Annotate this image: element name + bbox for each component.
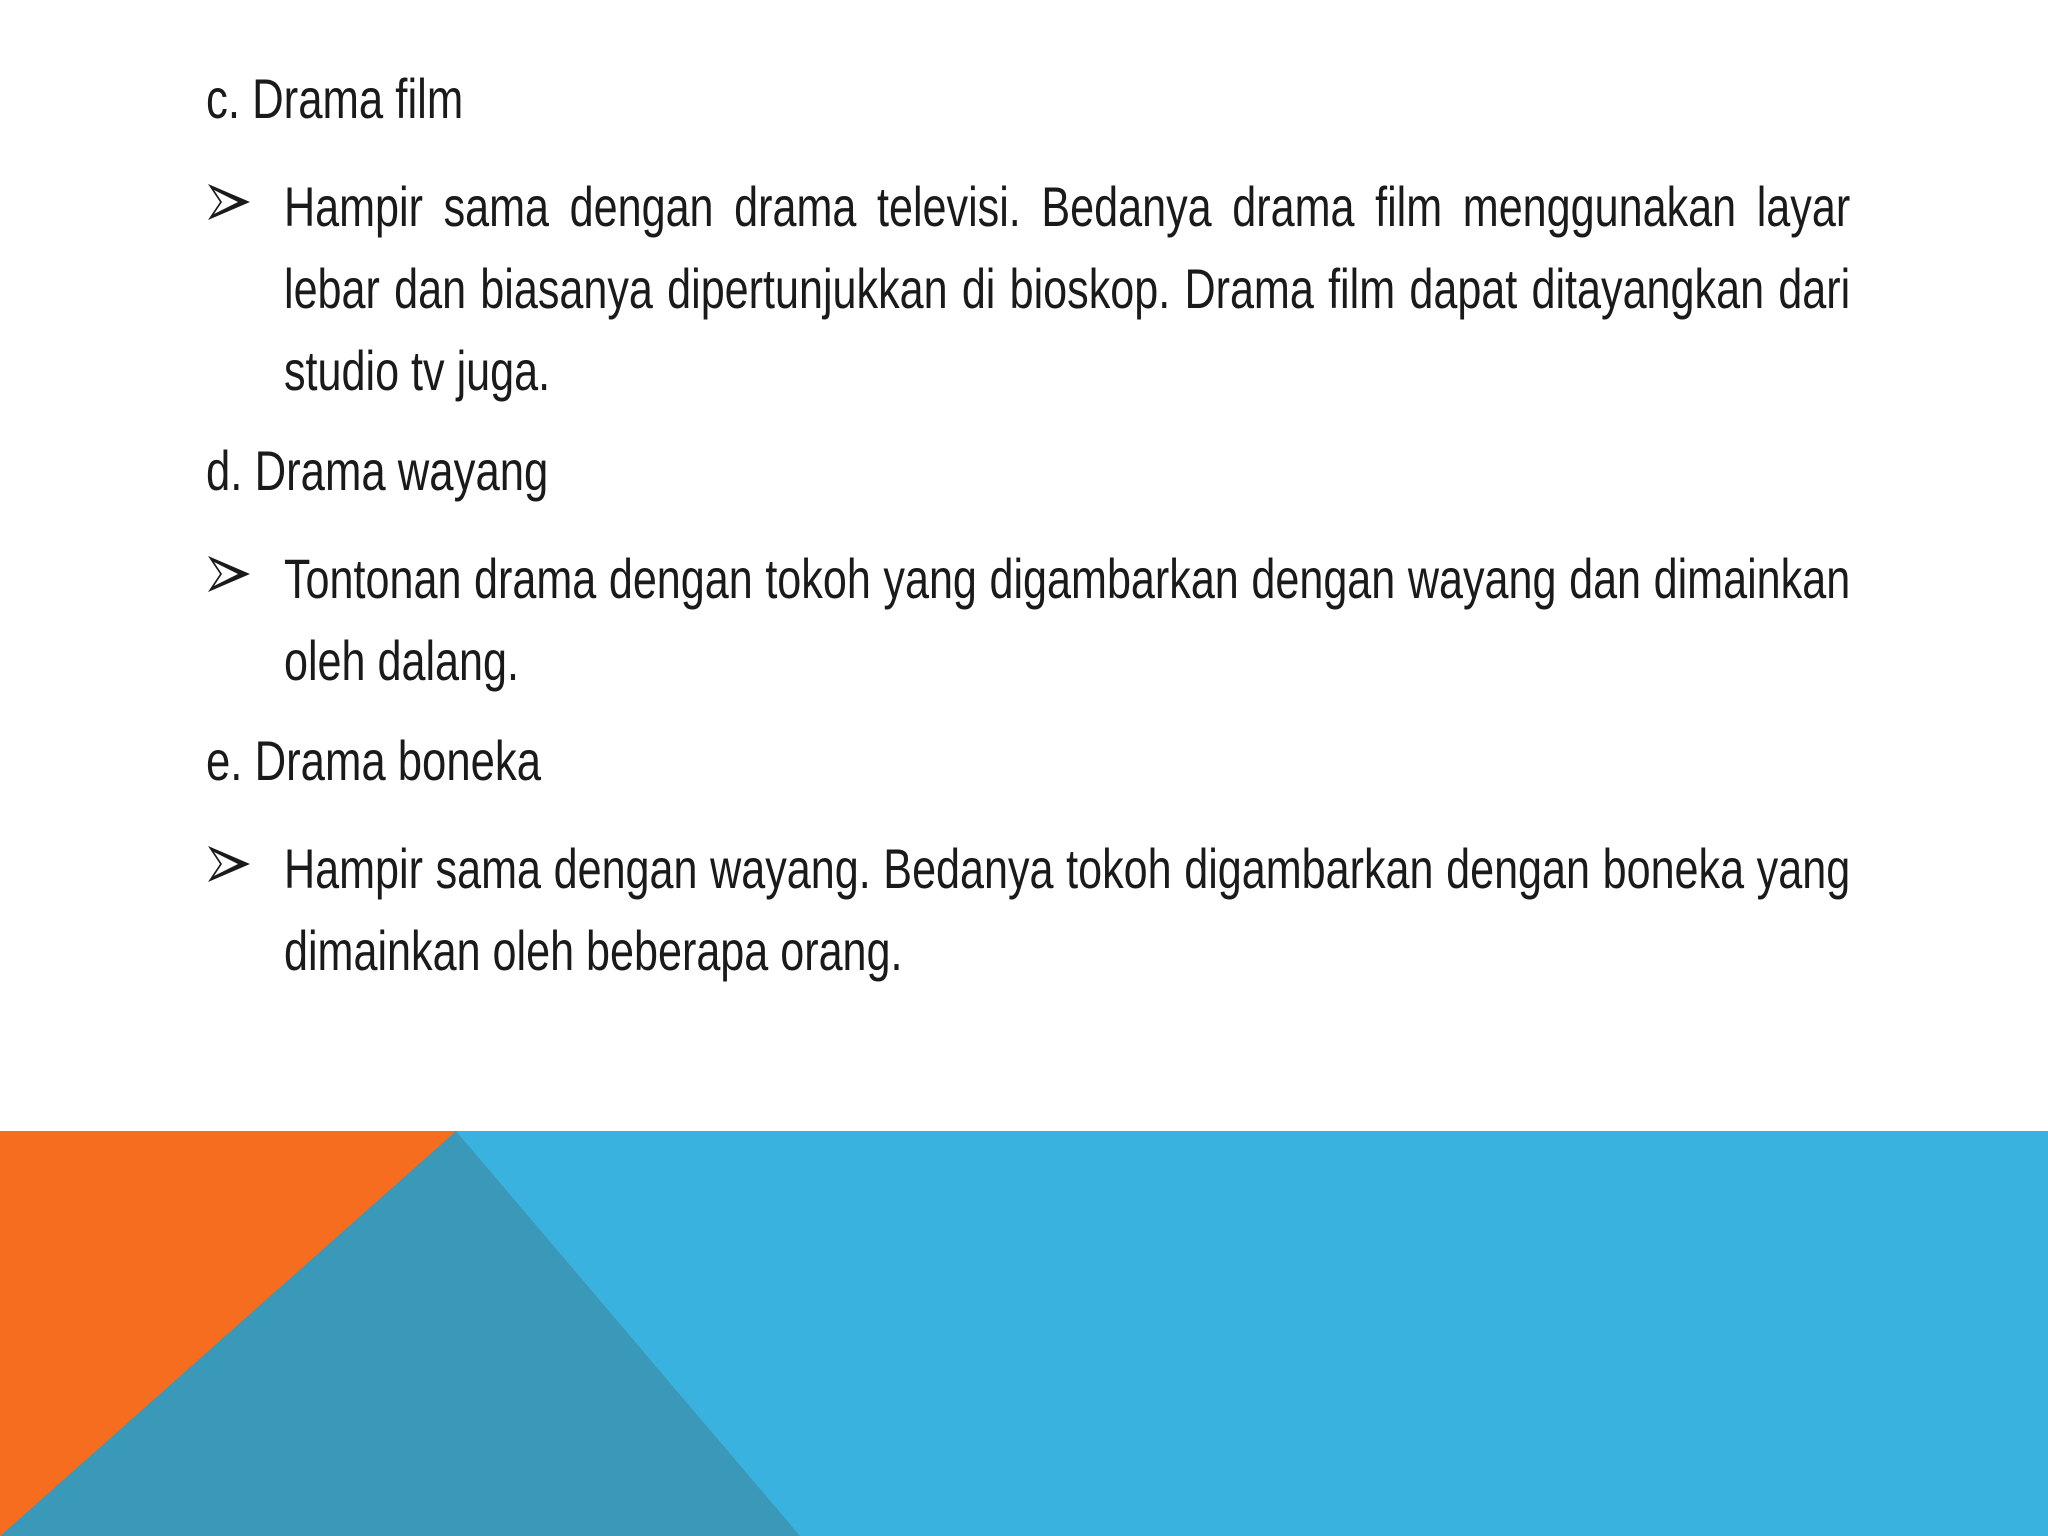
bullet-text: Tontonan drama dengan tokoh yang digambarkan dengan wayang dan dimainkan oleh dalang. <box>284 547 1851 692</box>
section-heading-drama-boneka: e. Drama boneka <box>206 729 542 792</box>
section-heading-drama-wayang: d. Drama wayang <box>206 439 549 502</box>
bullet-item <box>206 538 1851 702</box>
bullet-item <box>206 166 1851 412</box>
section-heading-drama-film: c. Drama film <box>206 67 464 130</box>
arrowhead-bullet-icon <box>206 554 252 594</box>
bullet-text: Hampir sama dengan wayang. Bedanya tokoh digambarkan dengan boneka yang dimainkan oleh beberapa orang. <box>284 837 1851 982</box>
bullet-text: Hampir sama dengan drama televisi. Bedanya drama film menggunakan layar lebar dan biasanya dipertunjukkan di bioskop. Drama film dapat ditayangkan dari studio tv juga. <box>284 175 1851 402</box>
decorative-footer-shapes <box>0 1131 2048 1536</box>
slide-content <box>206 62 1851 1014</box>
arrowhead-bullet-icon <box>206 182 252 222</box>
arrowhead-bullet-icon <box>206 844 252 884</box>
bullet-item <box>206 828 1851 992</box>
